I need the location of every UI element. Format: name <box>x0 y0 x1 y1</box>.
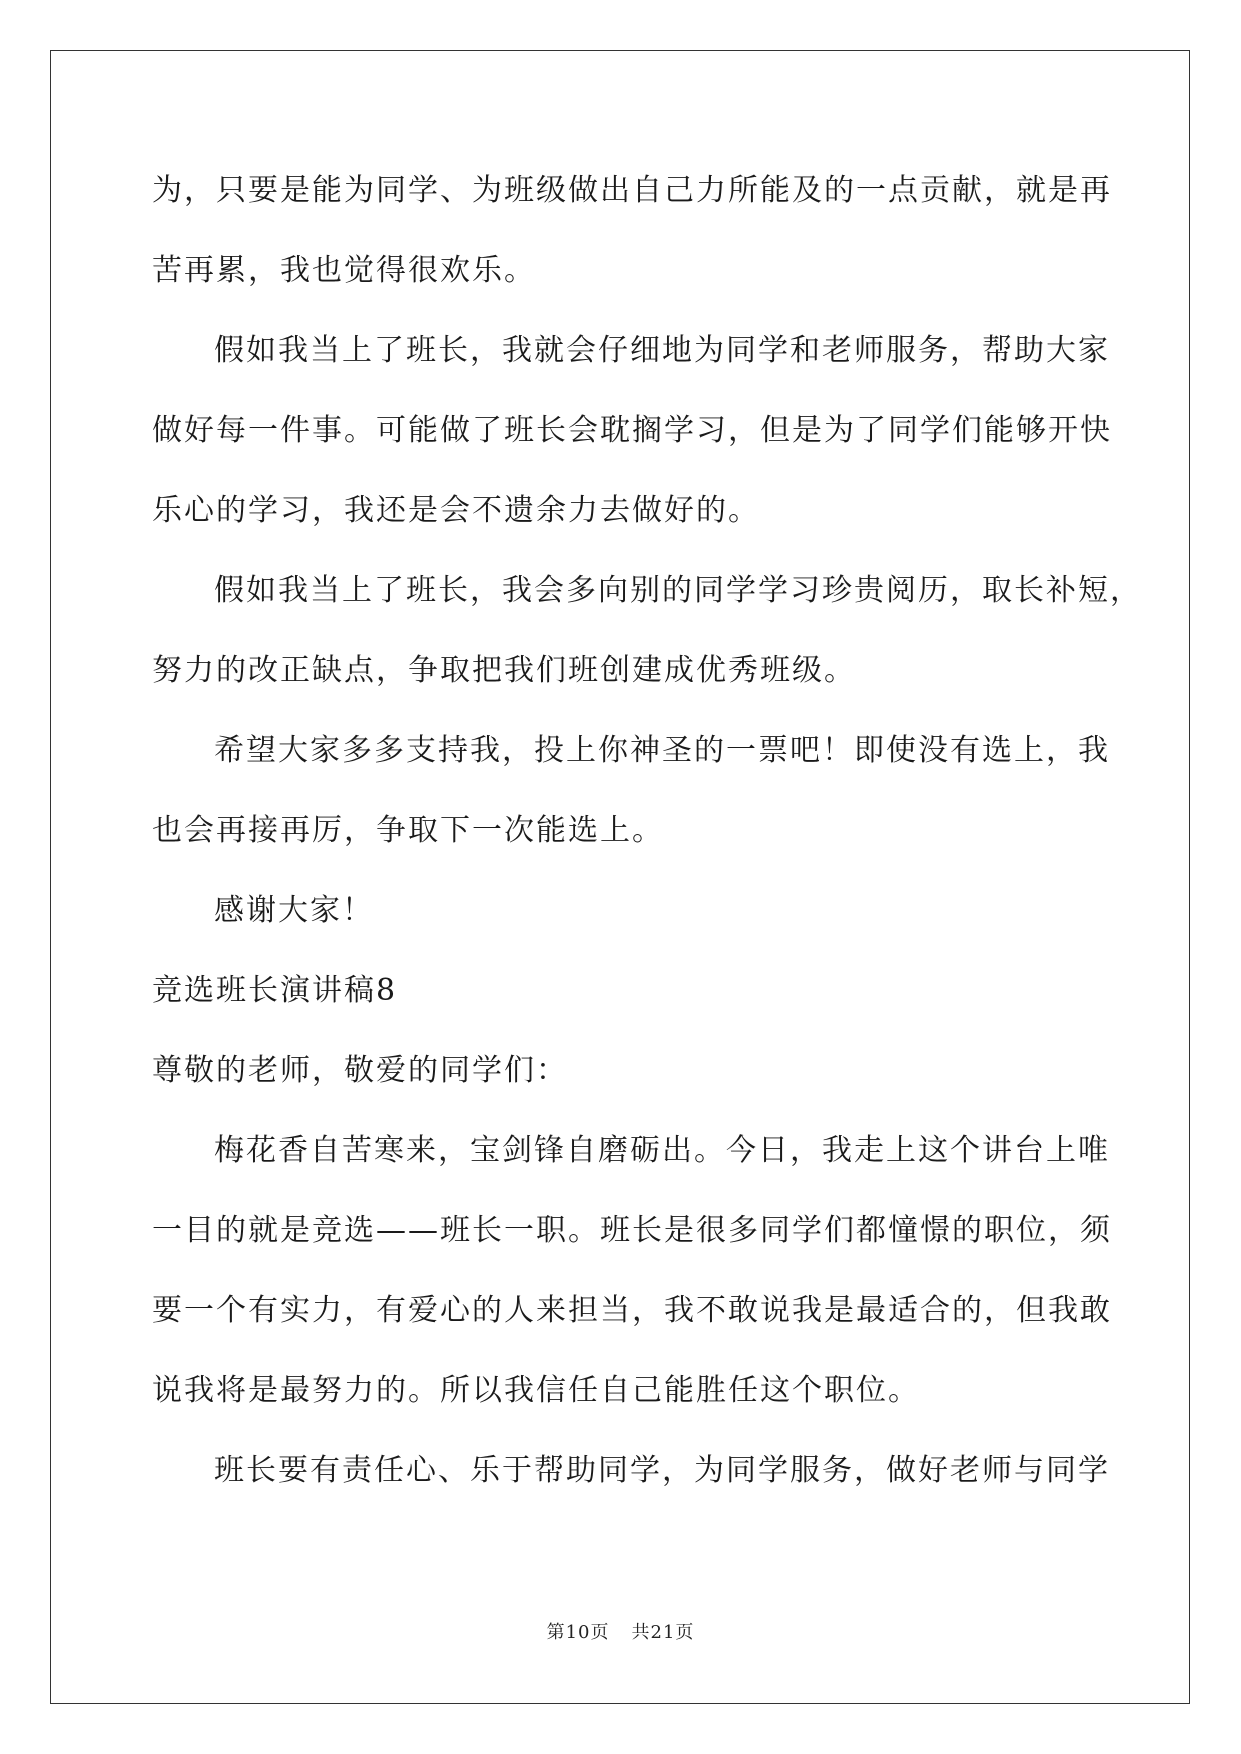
text-line: 也会再接再厉，争取下一次能选上。 <box>152 813 664 848</box>
page-footer <box>0 1618 1241 1644</box>
paragraph-start-line: 班长要有责任心、乐于帮助同学，为同学服务，做好老师与同学 <box>214 1453 1110 1488</box>
paragraph-start-line: 假如我当上了班长，我会多向别的同学学习珍贵阅历，取长补短， <box>214 573 1142 608</box>
text-line: 一目的就是竞选——班长一职。班长是很多同学们都憧憬的职位，须 <box>152 1213 1112 1248</box>
text-line: 苦再累，我也觉得很欢乐。 <box>152 253 536 288</box>
text-line: 乐心的学习，我还是会不遗余力去做好的。 <box>152 493 760 528</box>
salutation: 尊敬的老师，敬爱的同学们： <box>152 1053 568 1088</box>
paragraph-start-line: 感谢大家！ <box>214 893 374 928</box>
paragraph-start-line: 假如我当上了班长，我就会仔细地为同学和老师服务，帮助大家 <box>214 333 1110 368</box>
text-line: 要一个有实力，有爱心的人来担当，我不敢说我是最适合的，但我敢 <box>152 1293 1112 1328</box>
paragraph-start-line: 梅花香自苦寒来，宝剑锋自磨砺出。今日，我走上这个讲台上唯 <box>214 1133 1110 1168</box>
paragraph-start-line: 希望大家多多支持我，投上你神圣的一票吧！即使没有选上，我 <box>214 733 1110 768</box>
page-total: 共21页 <box>631 1622 695 1643</box>
text-line: 说我将是最努力的。所以我信任自己能胜任这个职位。 <box>152 1373 920 1408</box>
page-number: 第10页 <box>546 1622 610 1643</box>
document-body <box>152 160 1142 1520</box>
text-line: 做好每一件事。可能做了班长会耽搁学习，但是为了同学们能够开快 <box>152 413 1112 448</box>
text-line: 努力的改正缺点，争取把我们班创建成优秀班级。 <box>152 653 856 688</box>
text-line: 为，只要是能为同学、为班级做出自己力所能及的一点贡献，就是再 <box>152 173 1112 208</box>
section-title: 竞选班长演讲稿8 <box>152 973 398 1008</box>
